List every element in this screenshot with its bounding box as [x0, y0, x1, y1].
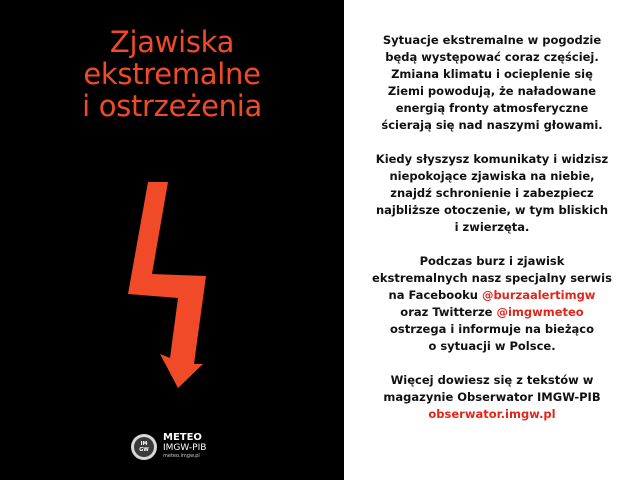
- p2-line: znajdź schronienie i zabezpiecz: [390, 186, 594, 200]
- body-text: [344, 32, 640, 440]
- p3-line: ekstremalnych nasz specjalny serwis: [372, 271, 612, 285]
- logo-circle-line1: IM: [140, 440, 148, 447]
- p1-line: Zmiana klimatu i ocieplenie się: [391, 67, 593, 81]
- logo-name: METEO: [163, 432, 202, 443]
- p2-line: niepokojące zjawiska na niebie,: [389, 169, 595, 183]
- p2-line: i zwierzęta.: [454, 220, 530, 234]
- p2-line: najbliższe otoczenie, w tym bliskich: [375, 203, 609, 217]
- logo-text: [163, 433, 206, 460]
- p3-line: [344, 304, 640, 321]
- title-line-1: Zjawiska: [109, 25, 235, 59]
- p4-line: magazynie Obserwator IMGW-PIB: [383, 390, 601, 404]
- page-title: [0, 26, 344, 122]
- imgw-logo: [131, 433, 206, 460]
- p1-line: ścierają się nad naszymi głowami.: [381, 118, 603, 132]
- facebook-handle-link[interactable]: @burzaalertimgw: [481, 288, 596, 302]
- logo-url: meteo.imgw.pl: [163, 453, 200, 459]
- p3-line: Podczas burz i zjawisk: [419, 254, 565, 268]
- p4-line: Więcej dowiesz się z tekstów w: [390, 373, 594, 387]
- right-panel: [344, 0, 640, 480]
- p3-line: o sytuacji w Polsce.: [428, 339, 556, 353]
- obserwator-link[interactable]: obserwator.imgw.pl: [428, 407, 556, 421]
- p2-line: Kiedy słyszysz komunikaty i widzisz: [375, 152, 609, 166]
- p1-line: będą występować coraz częściej.: [385, 50, 599, 64]
- paragraph-4: [344, 372, 640, 423]
- p1-line: Ziemi powodują, że naładowane: [387, 84, 597, 98]
- paragraph-1: [344, 32, 640, 134]
- p3-twitter-label: oraz Twitterze: [400, 305, 497, 319]
- p1-line: energią fronty atmosferyczne: [395, 101, 589, 115]
- logo-circle-line2: GW: [139, 446, 149, 453]
- paragraph-3: [344, 253, 640, 355]
- title-line-2: ekstremalne: [83, 57, 261, 91]
- title-line-3: i ostrzeżenia: [82, 89, 262, 123]
- lightning-bolt-icon: [128, 182, 228, 390]
- twitter-handle-link[interactable]: @imgwmeteo: [496, 305, 584, 319]
- logo-org: IMGW-PIB: [163, 443, 207, 453]
- p3-line: [344, 287, 640, 304]
- paragraph-2: [344, 151, 640, 236]
- imgw-logo-icon: [131, 434, 157, 460]
- p1-line: Sytuacje ekstremalne w pogodzie: [382, 33, 602, 47]
- p3-facebook-label: na Facebooku: [388, 288, 482, 302]
- p3-line: ostrzega i informuje na bieżąco: [389, 322, 595, 336]
